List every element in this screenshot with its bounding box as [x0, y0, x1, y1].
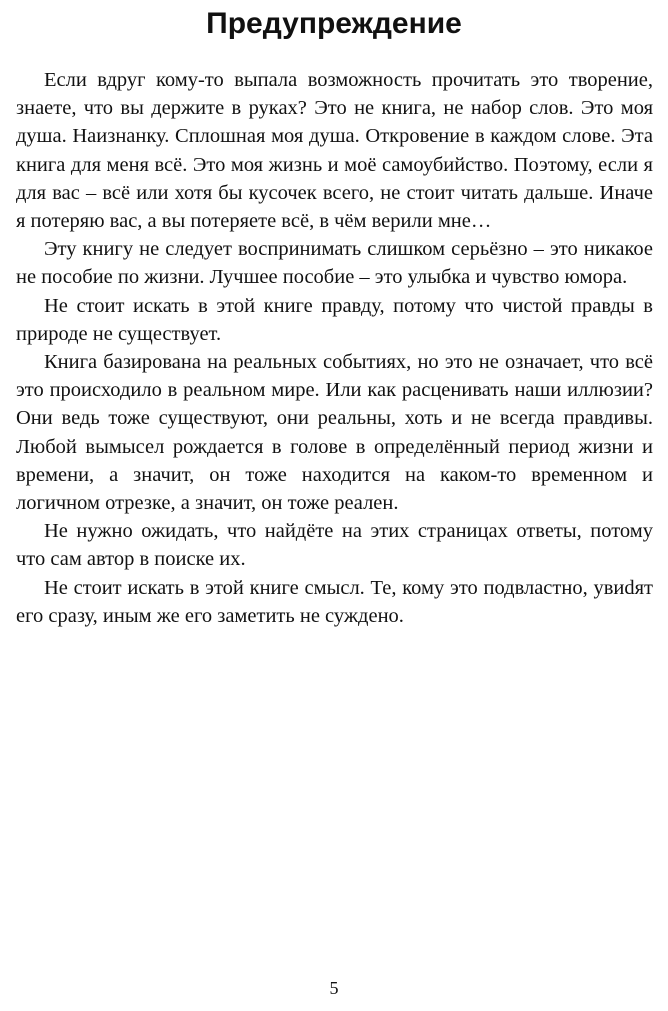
body-text: [16, 66, 653, 630]
paragraph: Не нужно ожидать, что найдёте на этих страницах ответы, потому что сам автор в поиске их.: [16, 520, 653, 571]
page-number: 5: [329, 978, 339, 998]
paragraph: Не стоит искать в этой книге смысл. Те, кому это подвластно, увиdят его сразу, иным же его заметить не суждено.: [16, 576, 653, 627]
page-title: Предупреждение: [206, 7, 462, 40]
paragraph: Не стоит искать в этой книге правду, потому что чистой правды в природе не существует.: [16, 294, 653, 345]
paragraph: Если вдруг кому-то выпала возможность прочитать это творение, знаете, что вы держите в руках? Это не книга, не набор слов. Это моя душа. Наизнанку. Сплошная моя душа. Откровение в каждом слове. Эта книга для меня всё. Это моя жизнь и моё самоубийство. Поэтому, если я для вас – всё или хотя бы кусочек всего, не стоит читать дальше. Иначе я потеряю вас, а вы потеряете всё, в чём верили мне…: [16, 69, 653, 233]
paragraph: Эту книгу не следует воспринимать слишком серьёзно – это никакое не пособие по жизни. Лучшее пособие – это улыбка и чувство юмора.: [16, 238, 653, 289]
paragraph: Книга базирована на реальных событиях, но это не означает, что всё это происходило в реальном мире. Или как расценивать наши иллюзии? Они ведь тоже существуют, они реальны, хоть и не всегда правдивы. Любой вымысел рождается в голове в определённый период жизни и времени, а значит, он тоже находится на каком-то временном и логичном отрезке, а значит, он тоже реален.: [16, 351, 653, 515]
